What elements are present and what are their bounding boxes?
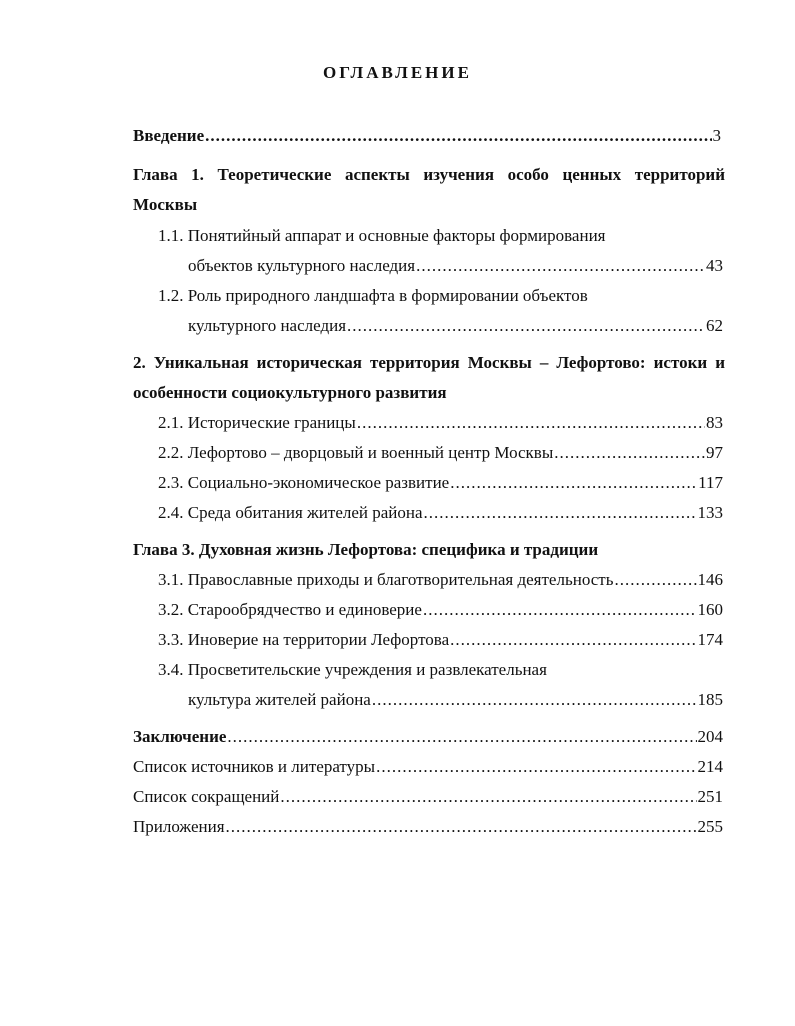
entry-label: культура жителей района [188, 690, 371, 709]
toc-entry-2-1[interactable] [158, 413, 723, 433]
toc-entry-3-2[interactable] [158, 600, 723, 620]
leader-dots [450, 630, 696, 650]
leader-dots [226, 817, 697, 837]
toc-entry-3-3[interactable] [158, 630, 723, 650]
entry-page: 214 [697, 757, 723, 776]
entry-page: 133 [697, 503, 723, 522]
entry-page: 174 [697, 630, 723, 649]
entry-label: 2.1. Исторические границы [158, 413, 356, 432]
leader-dots [227, 727, 696, 747]
leader-dots [424, 503, 697, 523]
toc-entry-3-4[interactable] [188, 690, 723, 710]
entry-page: 117 [698, 473, 723, 492]
toc-entry-3-4-line1: 3.4. Просветительские учреждения и развлекательная [158, 660, 547, 679]
entry-label: Список сокращений [133, 787, 280, 806]
entry-label: 2.4. Среда обитания жителей района [158, 503, 423, 522]
entry-label: 3.3. Иноверие на территории Лефортова [158, 630, 450, 649]
toc-entry-3-1[interactable] [158, 570, 723, 590]
toc-entry-2-4[interactable] [158, 503, 723, 523]
entry-label: Заключение [133, 727, 227, 746]
toc-entry-1-2[interactable] [188, 316, 723, 336]
leader-dots [372, 690, 697, 710]
entry-label: Приложения [133, 817, 225, 836]
chapter-title-line: Москвы [133, 195, 198, 214]
entry-page: 204 [697, 727, 723, 746]
leader-dots [614, 570, 696, 590]
leader-dots [376, 757, 696, 777]
entry-page: 146 [697, 570, 723, 589]
entry-page: 251 [697, 787, 723, 806]
entry-page: 62 [706, 316, 723, 335]
chapter-3-heading[interactable]: Глава 3. Духовная жизнь Лефортова: специфика и традиции [133, 540, 599, 559]
toc-entry-appendices[interactable] [133, 817, 723, 837]
entry-label: объектов культурного наследия [188, 256, 416, 275]
entry-label: культурного наследия [188, 316, 347, 335]
entry-label: 3.2. Старообрядчество и единоверие [158, 600, 422, 619]
entry-page: 255 [697, 817, 723, 836]
chapter-title-line: Глава 1. Теоретические аспекты изучения особо ценных территорий [133, 165, 725, 184]
entry-page: 97 [706, 443, 723, 462]
toc-entry-sources[interactable] [133, 757, 723, 777]
entry-label: 2.3. Социально-экономическое развитие [158, 473, 450, 492]
entry-label: Введение [133, 126, 205, 145]
toc-entry-conclusion[interactable] [133, 727, 723, 747]
entry-label: Список источников и литературы [133, 757, 376, 776]
toc-entry-1-2-line1: 1.2. Роль природного ландшафта в формировании объектов [158, 286, 588, 305]
entry-label: 3.1. Православные приходы и благотворительная деятельность [158, 570, 614, 589]
leader-dots [450, 473, 697, 493]
entry-page: 160 [697, 600, 723, 619]
entry-page: 3 [712, 126, 721, 145]
entry-page: 43 [706, 256, 723, 275]
entry-page: 83 [706, 413, 723, 432]
page-title: ОГЛАВЛЕНИЕ [323, 63, 472, 82]
leader-dots [280, 787, 696, 807]
chapter-title-line: особенности социокультурного развития [133, 383, 447, 402]
entry-page: 185 [697, 690, 723, 709]
toc-entry-2-3[interactable] [158, 473, 723, 493]
chapter-2-heading[interactable] [133, 348, 725, 408]
chapter-title-line: 2. Уникальная историческая территория Москвы – Лефортово: истоки и [133, 353, 725, 372]
leader-dots [205, 126, 711, 146]
leader-dots [357, 413, 705, 433]
chapter-1-heading[interactable] [133, 160, 725, 220]
toc-entry-2-2[interactable] [158, 443, 723, 463]
entry-label: 2.2. Лефортово – дворцовый и военный центр Москвы [158, 443, 554, 462]
toc-entry-1-1-line1: 1.1. Понятийный аппарат и основные факторы формирования [158, 226, 606, 245]
leader-dots [416, 256, 705, 276]
toc-entry-1-1[interactable] [188, 256, 723, 276]
leader-dots [423, 600, 697, 620]
toc-entry-intro[interactable] [133, 126, 721, 146]
leader-dots [554, 443, 705, 463]
leader-dots [347, 316, 705, 336]
toc-entry-abbreviations[interactable] [133, 787, 723, 807]
